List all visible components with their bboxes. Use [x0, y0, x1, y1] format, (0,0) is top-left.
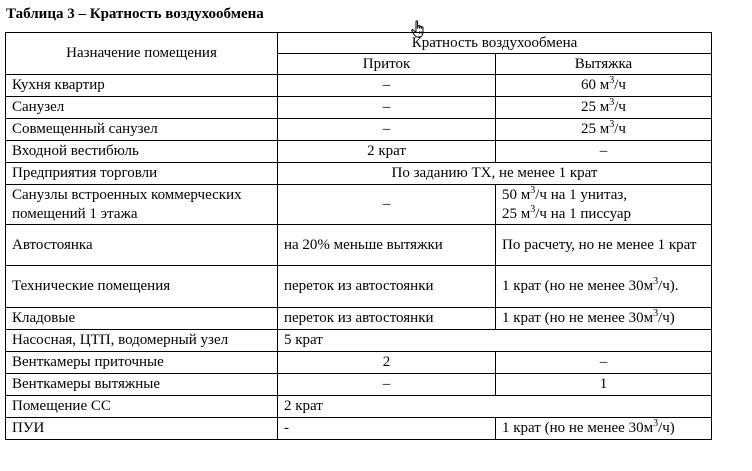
supply-value: переток из автостоянки [278, 308, 496, 330]
exhaust-value: – [496, 352, 712, 374]
table-row [6, 266, 712, 308]
room-name: Автостоянка [6, 225, 278, 266]
air-exchange-table [5, 32, 712, 440]
room-name: ПУИ [6, 418, 278, 440]
room-name: Венткамеры приточные [6, 352, 278, 374]
table-row [6, 185, 712, 225]
exhaust-value: 1 [496, 374, 712, 396]
table-row [6, 225, 712, 266]
supply-value: - [278, 418, 496, 440]
merged-value: 2 крат [278, 396, 712, 418]
supply-value: – [278, 119, 496, 141]
exhaust-value: 25 $м^3/ч$ [496, 97, 712, 119]
exhaust-value: 60 $м^3/ч$ [496, 75, 712, 97]
supply-value: – [278, 185, 496, 225]
table-row [6, 119, 712, 141]
room-name: Совмещенный санузел [6, 119, 278, 141]
table-row [6, 330, 712, 352]
table-row [6, 163, 712, 185]
exhaust-value: По расчету, но не менее 1 крат [496, 225, 712, 266]
header-purpose: Назначение помещения [6, 33, 278, 75]
room-name: Насосная, ЦТП, водомерный узел [6, 330, 278, 352]
exhaust-value: – [496, 141, 712, 163]
table-row [6, 75, 712, 97]
room-name: Санузел [6, 97, 278, 119]
table-row [6, 396, 712, 418]
table-row [6, 97, 712, 119]
table-row [6, 308, 712, 330]
header-row [6, 33, 712, 54]
header-exhaust: Вытяжка [496, 54, 712, 75]
header-rate: Кратность воздухообмена [278, 33, 712, 54]
supply-value: на 20% меньше вытяжки [278, 225, 496, 266]
table-caption: Таблица 3 – Кратность воздухообмена [6, 6, 264, 22]
room-name: Венткамеры вытяжные [6, 374, 278, 396]
header-supply: Приток [278, 54, 496, 75]
supply-value: переток из автостоянки [278, 266, 496, 308]
supply-value: 2 [278, 352, 496, 374]
merged-value: 5 крат [278, 330, 712, 352]
supply-value: – [278, 374, 496, 396]
exhaust-value: 50 $м^3/ч$ на 1 унитаз, 25 $м^3/ч$ на 1 писсуар [496, 185, 712, 225]
exhaust-value: 25 $м^3/ч$ [496, 119, 712, 141]
table-row [6, 352, 712, 374]
table-row [6, 418, 712, 440]
room-name: Кладовые [6, 308, 278, 330]
supply-value: 2 крат [278, 141, 496, 163]
room-name: Технические помещения [6, 266, 278, 308]
supply-value: – [278, 97, 496, 119]
room-name: Санузлы встроенных коммерческих помещений 1 этажа [6, 185, 278, 225]
exhaust-value: 1 крат (но не менее $30м^3/ч$). [496, 266, 712, 308]
room-name: Кухня квартир [6, 75, 278, 97]
supply-value: – [278, 75, 496, 97]
room-name: Входной вестибюль [6, 141, 278, 163]
merged-value: По заданию ТХ, не менее 1 крат [278, 163, 712, 185]
exhaust-value: 1 крат (но не менее $30м^3/ч$) [496, 418, 712, 440]
table-row [6, 374, 712, 396]
table-row [6, 141, 712, 163]
room-name: Помещение СС [6, 396, 278, 418]
exhaust-value: 1 крат (но не менее $30м^3/ч$) [496, 308, 712, 330]
room-name: Предприятия торговли [6, 163, 278, 185]
